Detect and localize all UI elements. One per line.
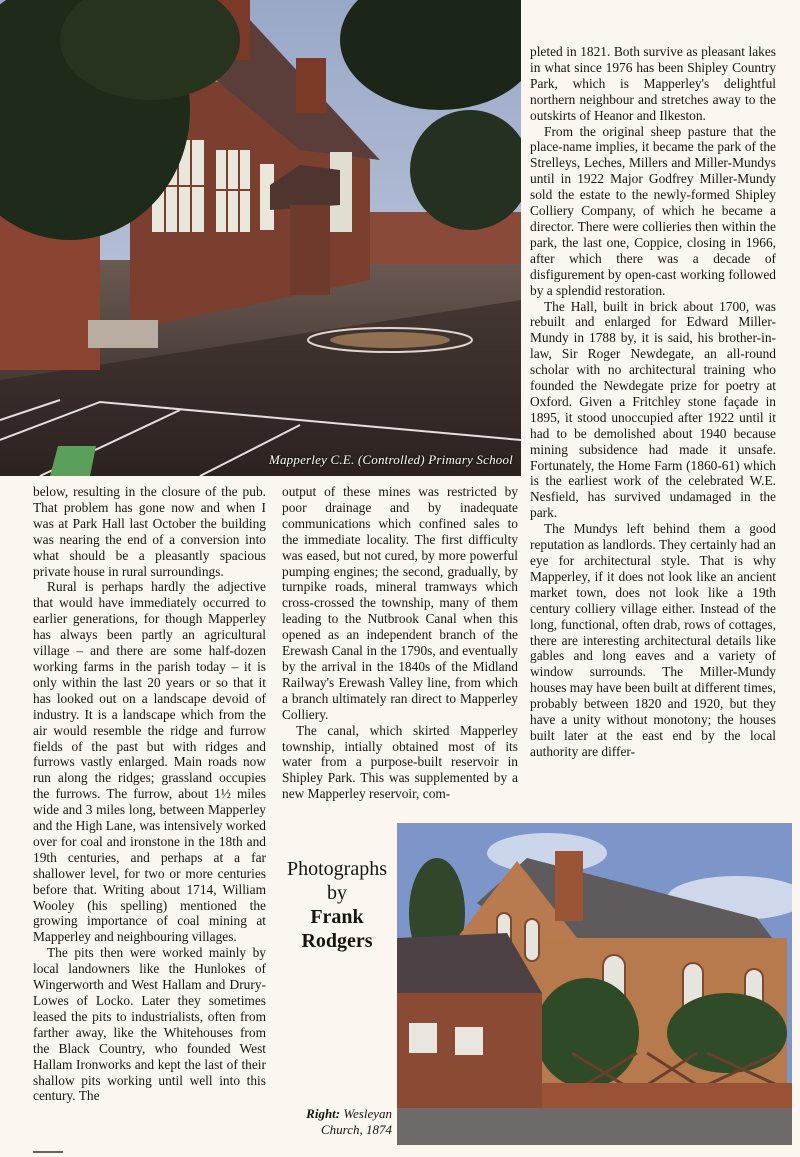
church-photo-image (397, 823, 792, 1145)
paragraph: The canal, which skirted Mapperley township, intially obtained most of its water from a purpose-built reservoir in Shipley Park. This was supplemented by a new Mapperley reservoir, com- (282, 722, 518, 802)
text-column-2 (282, 484, 518, 802)
paragraph: pleted in 1821. Both survive as pleasant lakes in what since 1976 has been Shipley Country Park, which is Mapperley's delightful northern neighbour and stretches away to the outskirts of Heanor and Ilkeston. (530, 44, 776, 123)
credit-line: by (327, 882, 347, 904)
credit-name: Frank (310, 906, 364, 928)
church-photo-caption (276, 1106, 392, 1138)
credit-name: Rodgers (301, 930, 373, 952)
school-photo-image (0, 0, 521, 476)
photo-credit (276, 857, 398, 953)
school-photo-caption: Mapperley C.E. (Controlled) Primary School (268, 452, 513, 467)
church-photo (397, 823, 792, 1145)
paragraph: The pits then were worked mainly by local landowners like the Hunlokes of Wingerworth and West Hallam and Drury-Lowes of Locko. Later they sometimes leased the pits to industrialists, often from farther away, like the Whitehouses from the Black Country, who founded West Hallam Ironworks and kept the last of their shallow pits working until well into this century. The (33, 945, 266, 1104)
text-column-3 (530, 44, 776, 760)
paragraph: The Hall, built in brick about 1700, was rebuilt and enlarged for Edward Miller-Mundy in 1788 by, it is said, his brother-in-law, Sir Roger Newdegate, an all-round scholar with no architectural training who founded the Newdegate prize for poetry at Oxford. Given a Fritchley stone façade in 1895, it stood unoccupied after 1922 until it had to be demolished about 1940 because mining subsidence had made it unsafe. Fortunately, the Home Farm (1860-61) which is the earliest work of the celebrated W.E. Nesfield, has survived undamaged in the park. (530, 298, 776, 521)
paragraph: From the original sheep pasture that the place-name implies, it became the park of the Strelleys, Leches, Millers and Miller-Mundys until in 1922 Major Godfrey Miller-Mundy sold the estate to the newly-formed Shipley Colliery Company, of which he became a director. There were collieries then within the park, the last one, Coppice, closing in 1966, after which there was a decade of disfigurement by open-cast working followed by a splendid restoration. (530, 123, 776, 298)
school-photo (0, 0, 521, 476)
paragraph: below, resulting in the closure of the pub. That problem has gone now and when I was at Park Hall last October the building was nearing the end of a conversion into what should be a pleasantly spacious private house in rural surroundings. (33, 484, 266, 579)
caption-label: Right: (306, 1106, 341, 1121)
credit-line: Photographs (287, 858, 387, 880)
paragraph: Rural is perhaps hardly the adjective that would have immediately occurred to earlier generations, for though Mapperley has always been partly an agricultural village – and there are some half-dozen working farms in the parish today – it is only within the last 20 years or so that it has looked out on a landscape devoid of industry. It is a landscape which from the air would resemble the ridge and furrow fields of the past but with ridges and furrows vastly enlarged. Main roads now run along the ridges; grassland occupies the furrows. The furrow, about 1½ miles wide and 3 miles long, between Mapperley and the High Lane, was intensively worked over for coal and ironstone in the 18th and 19th centuries, and perhaps at a far shallower level, for two or more centuries before that. Writing about 1714, William Wooley (his spelling) mentioned the growing importance of coal mining at Mapperley and neighbouring villages. (33, 579, 266, 945)
caption-text: Wesleyan Church, 1874 (320, 1106, 392, 1137)
paragraph: The Mundys left behind them a good reputation as landlords. They certainly had an eye for architectural style. That is why Mapperley, if it does not look like an ancient market town, does not look like a 19th century colliery village either. Instead of the long, functional, often drab, rows of cottages, there are interesting architectural details like gables and long eaves and a variety of window surrounds. The Miller-Mundy houses may have been built at different times, probably between 1820 and 1920, but they have a unity without monotony; the houses built later at the east end by the local authority are differ- (530, 521, 776, 759)
page-marker (33, 1151, 63, 1153)
text-column-1 (33, 484, 266, 1104)
paragraph: output of these mines was restricted by poor drainage and by inadequate communications which confined sales to the immediate locality. The first difficulty was eased, but not cured, by more powerful pumping engines; the second, gradually, by turnpike roads, mineral tramways which cross-crossed the township, many of them leading to the Nutbrook Canal when this opened as an independent branch of the Erewash Canal in the 1790s, and eventually by the arrival in the 1840s of the Midland Railway's Erewash Valley line, from which a branch ultimately ran direct to Mapperley Colliery. (282, 484, 518, 722)
